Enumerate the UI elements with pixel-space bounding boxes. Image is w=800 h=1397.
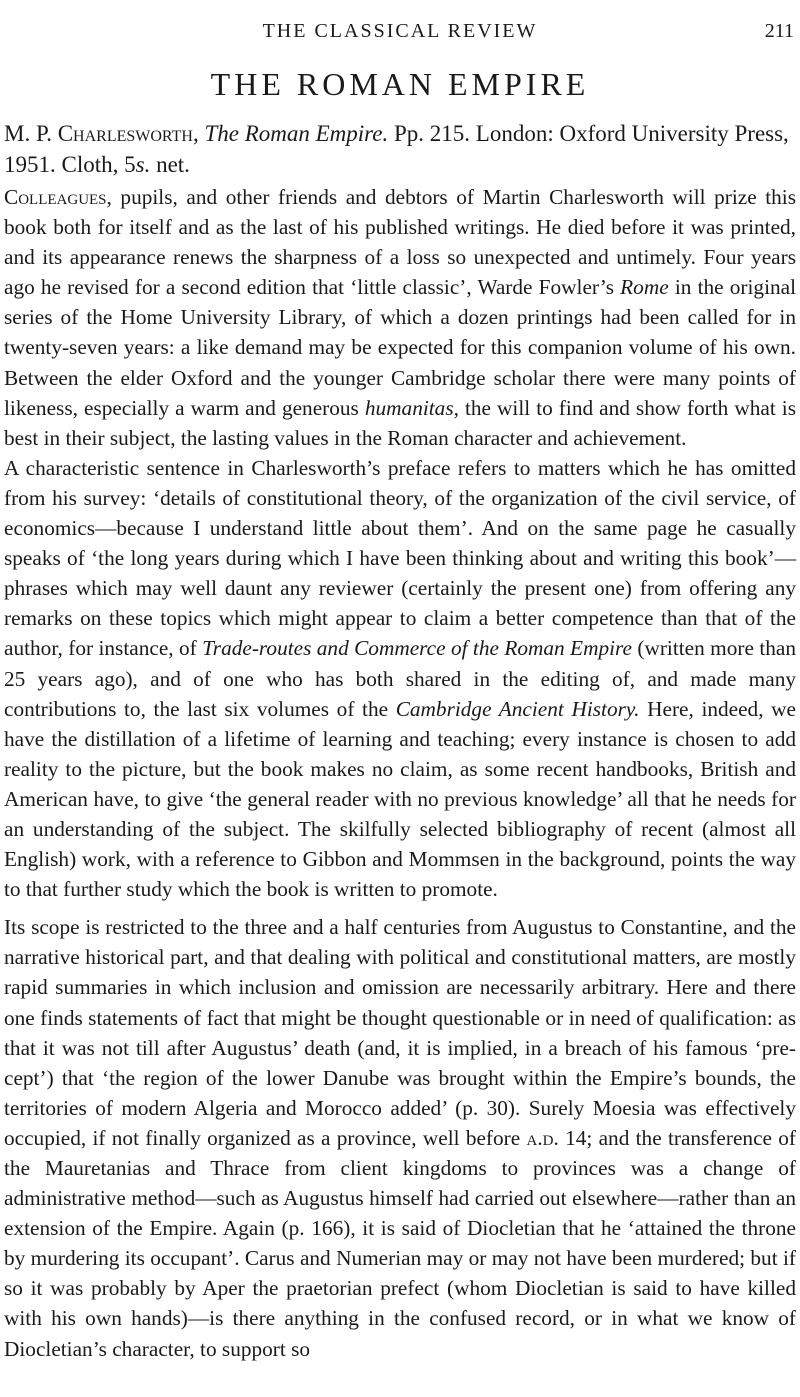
- italic-term: humanitas,: [364, 395, 459, 420]
- paragraph-3: [4, 912, 796, 1363]
- review-body: [4, 182, 796, 1364]
- citation-price-unit: s.: [135, 152, 151, 177]
- page-number: 211: [764, 20, 794, 42]
- citation-details: Pp. 215. London: Oxford University Press, 1951. Cloth, 5: [4, 121, 789, 177]
- paragraph-text: A characteristic sentence in Charlesworth’s preface refers to matters which he has omitted from his survey: ‘details of constitutional theory, of the organization of the civil service, of economics—because I understand little about them’. And on the same page he casually speaks of ‘the long years during which I have been thinking about and writing this book’—phrases which may well daunt any reviewer (certainly the present one) from offering any remarks on these topics which might appear to claim a better competence than that of the author, for instance, of: [4, 455, 796, 661]
- italic-title: Rome: [620, 275, 669, 300]
- paragraph-text: (written more than 25 years ago), and of one who has both shared in the editing of, and made many contributions to, the last six volumes of the: [4, 636, 796, 721]
- italic-title: Cambridge Ancient History.: [395, 696, 640, 721]
- paragraph-2: [4, 453, 796, 904]
- paragraph-text: pupils, and other friends and debtors of Martin Charlesworth will prize this book both for itself and as the last of his published writings. He died before it was printed, and its appearance renews the sharpness of a loss so unexpected and untimely. Four years ago he revised for a second edition that ‘little classic’, Warde Fowler’s: [4, 185, 796, 300]
- journal-title: THE CLASSICAL REVIEW: [262, 20, 538, 42]
- article-title: THE ROMAN EMPIRE: [210, 66, 590, 102]
- running-head: [0, 20, 800, 50]
- paragraph-lead-word: Colleagues,: [4, 185, 112, 209]
- citation-price-suffix: net.: [150, 152, 190, 177]
- citation-author: M. P. Charlesworth,: [4, 121, 199, 146]
- italic-title: Trade-routes and Commerce of the Roman Empire: [202, 636, 632, 661]
- paragraph-text: in the original series of the Home University Library, of which a dozen printings had been called for in twenty-seven years: a like demand may be expected for this companion volume of his own. Between the elder Oxford and the younger Cambridge scholar there were many points of likeness, especially a warm and generous: [4, 275, 796, 420]
- paragraph-text: the will to find and show forth what is best in their subject, the lasting values in the Roman character and achievement.: [4, 395, 796, 450]
- paragraph-1: [4, 182, 796, 453]
- book-citation: [4, 118, 796, 180]
- citation-book-title: The Roman Empire.: [204, 121, 389, 146]
- paragraph-text: 14; and the transference of the Mauretanias and Thrace from client kingdoms to provinces was a change of administrative method—such as Augustus himself had carried out elsewhere—rather than an extension of the Empire. Again (p. 166), it is said of Diocletian that he ‘attained the throne by murdering its occupant’. Carus and Numerian may or may not have been murdered; but if so it was probably by Aper the praetorian prefect (whom Diocletian is said to have killed with his own hands)—is there anything in the confused record, or in what we know of Diocletian’s character, to support so: [4, 1125, 797, 1361]
- paragraph-text: Here, indeed, we have the distillation of a lifetime of learning and teaching; every instance is chosen to add reality to the picture, but the book makes no claim, as some recent handbooks, British and American have, to give ‘the general reader with no previous knowledge’ all that he needs for an understanding of the subject. The skilfully selected bibliography of recent (almost all English) work, with a reference to Gibbon and Mommsen in the background, points the way to that further study which the book is written to promote.: [4, 696, 796, 902]
- era-abbreviation: a.d.: [526, 1125, 559, 1150]
- paragraph-text: Its scope is restricted to the three and a half centuries from Augustus to Constantine, and the narrative historical part, and that dealing with political and constitutional matters, are mostly rapid summaries in which inclusion and omission are necessarily arbitrary. Here and there one finds statements of fact that might be thought questionable or in need of qualification: as that it was not till after Augustus’ death (and, it is implied, in a breach of his famous ‘precept’) that ‘the region of the lower Danube was brought within the Empire’s bounds, the territories of modern Algeria and Morocco added’ (p. 30). Surely Moesia was effectively occupied, if not finally organized as a province, well before: [4, 915, 796, 1150]
